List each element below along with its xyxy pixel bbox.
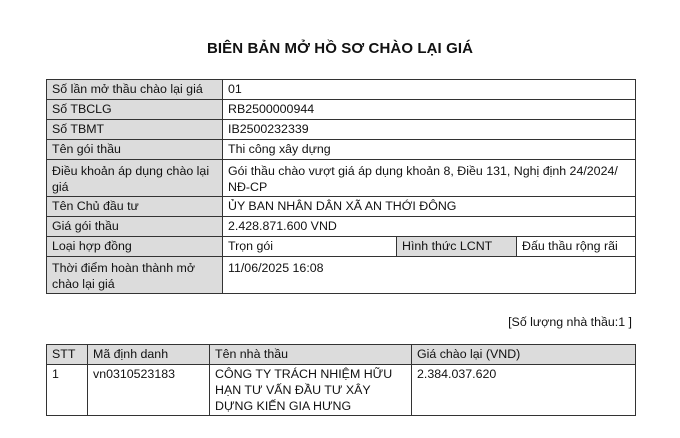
table-row [47, 365, 636, 416]
info-value-contract-type: Trọn gói [223, 237, 397, 257]
info-value-clause: Gói thầu chào vượt giá áp dụng khoản 8, Điều 131, Nghị định 24/2024/ NĐ-CP [223, 160, 636, 197]
bidders-header-row [47, 345, 636, 365]
info-value-package-price: 2.428.871.600 VND [223, 217, 636, 237]
info-value-bid-round: 01 [223, 80, 636, 100]
bidders-table [46, 344, 636, 416]
info-label-tbmt: Số TBMT [47, 120, 223, 140]
info-label-tbclg: Số TBCLG [47, 100, 223, 120]
column-header-stt: STT [47, 345, 88, 365]
info-label-selection-method: Hình thức LCNT [397, 237, 517, 257]
column-header-id: Mã định danh [88, 345, 210, 365]
info-row [47, 237, 636, 257]
info-label-bid-round: Số lần mở thầu chào lại giá [47, 80, 223, 100]
info-value-package-name: Thi công xây dựng [223, 140, 636, 160]
info-row [47, 140, 636, 160]
bidder-count: [Số lượng nhà thầu:1 ] [508, 315, 632, 329]
info-row [47, 257, 636, 294]
info-row [47, 160, 636, 197]
bidder-price: 2.384.037.620 [412, 365, 636, 416]
info-value-tbmt: IB2500232339 [223, 120, 636, 140]
column-header-name: Tên nhà thầu [210, 345, 412, 365]
info-label-package-price: Giá gói thầu [47, 217, 223, 237]
info-label-investor: Tên Chủ đầu tư [47, 197, 223, 217]
bidder-name: CÔNG TY TRÁCH NHIỆM HỮU HẠN TƯ VẤN ĐẦU TƯ XÂY DỰNG KIẾN GIA HƯNG [210, 365, 412, 416]
bidder-id: vn0310523183 [88, 365, 210, 416]
bidder-stt: 1 [47, 365, 88, 416]
info-label-package-name: Tên gói thầu [47, 140, 223, 160]
column-header-price: Giá chào lại (VND) [412, 345, 636, 365]
info-row [47, 100, 636, 120]
info-row [47, 80, 636, 100]
info-value-tbclg: RB2500000944 [223, 100, 636, 120]
info-row [47, 197, 636, 217]
info-row [47, 120, 636, 140]
info-table [46, 79, 636, 294]
info-value-investor: ỦY BAN NHÂN DÂN XÃ AN THỚI ĐÔNG [223, 197, 636, 217]
info-value-selection-method: Đấu thầu rộng rãi [517, 237, 636, 257]
info-label-contract-type: Loại hợp đồng [47, 237, 223, 257]
info-value-completion-time: 11/06/2025 16:08 [223, 257, 636, 294]
info-label-clause: Điều khoản áp dụng chào lại giá [47, 160, 223, 197]
info-label-completion-time: Thời điểm hoàn thành mở chào lại giá [47, 257, 223, 294]
page-title: BIÊN BẢN MỞ HỒ SƠ CHÀO LẠI GIÁ [206, 40, 474, 57]
info-row [47, 217, 636, 237]
